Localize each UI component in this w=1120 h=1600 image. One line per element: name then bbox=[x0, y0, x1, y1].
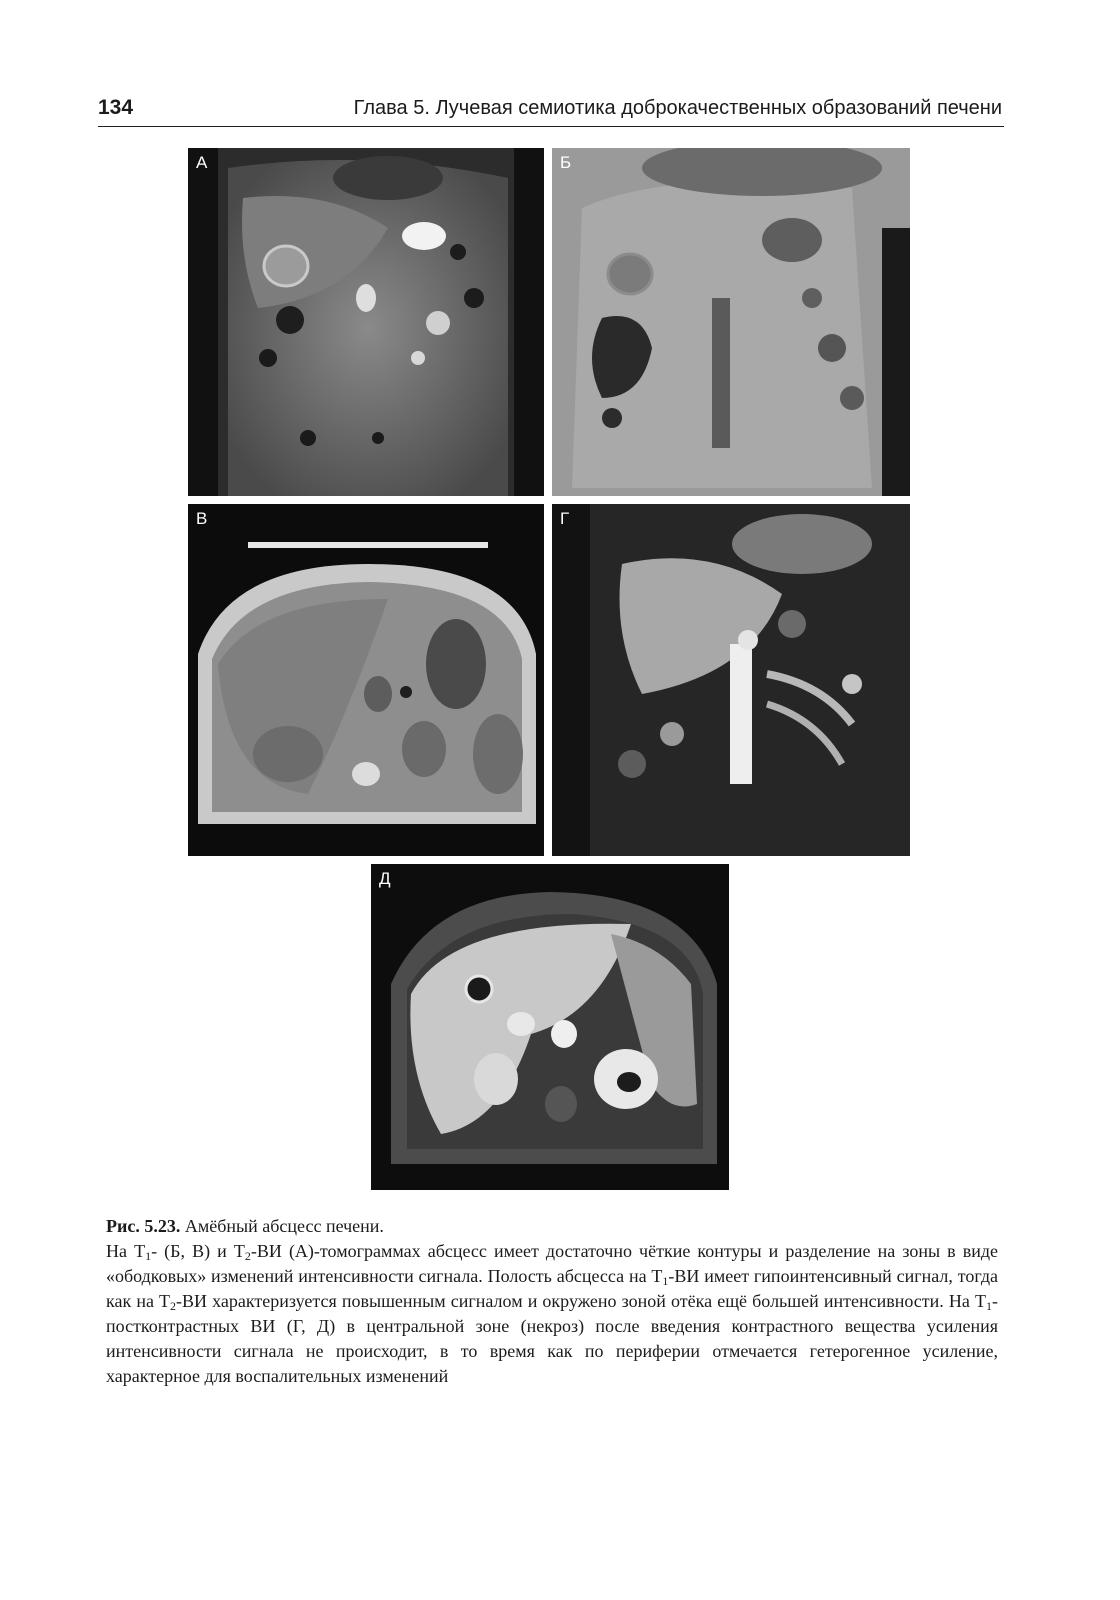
panel-letter-g: Г bbox=[560, 509, 570, 528]
mri-image-d bbox=[371, 864, 729, 1190]
mri-image-v bbox=[188, 504, 544, 856]
panel-letter-d: Д bbox=[379, 869, 391, 888]
caption-text: -ВИ (А)-томограммах абсцесс имеет достаточно чёткие контуры и разделение на зоны в виде «ободковых» изменений интенсивности сигнала. Полость абсцесса на Т bbox=[106, 1241, 999, 1286]
subscript: 1 bbox=[145, 1249, 152, 1263]
panel-letter-a: А bbox=[196, 153, 208, 172]
caption-text: - (Б, В) и Т bbox=[151, 1241, 245, 1261]
mri-panel-a bbox=[188, 148, 544, 496]
caption-title-text: Амёбный абсцесс печени. bbox=[180, 1216, 384, 1236]
mri-panel-g bbox=[552, 504, 910, 856]
subscript: 2 bbox=[170, 1299, 177, 1313]
caption-label: Рис. 5.23. bbox=[106, 1216, 181, 1236]
caption-text: -ВИ имеет гипоинтенсивный сигнал, тогда как на Т bbox=[106, 1266, 998, 1311]
caption-title bbox=[106, 1214, 998, 1239]
mri-panel-d bbox=[371, 864, 729, 1190]
panel-letter-b: Б bbox=[560, 153, 572, 172]
mri-image-b bbox=[552, 148, 910, 496]
figure-caption bbox=[106, 1214, 998, 1389]
subscript: 2 bbox=[244, 1249, 251, 1263]
mri-panel-v bbox=[188, 504, 544, 856]
mri-image-a bbox=[188, 148, 544, 496]
page-number: 134 bbox=[98, 96, 134, 119]
caption-text: -ВИ характеризуется повышенным сигналом и окружено зоной отёка ещё большей интенсивности. На Т bbox=[176, 1291, 986, 1311]
mri-panel-b bbox=[552, 148, 910, 496]
running-title: Глава 5. Лучевая семиотика доброкачественных образований печени bbox=[353, 97, 1002, 119]
page-header bbox=[98, 96, 1004, 127]
panel-letter-v: В bbox=[196, 509, 208, 528]
caption-text: -постконтрастных ВИ (Г, Д) в центральной зоне (некроз) после введения контрастного вещества усиления интенсивности сигнала не происходит, в то время как по периферии отмечается гетерогенное усиление, характерное для воспалительных изменений bbox=[106, 1291, 998, 1386]
subscript: 1 bbox=[986, 1299, 992, 1313]
subscript: 1 bbox=[662, 1274, 669, 1288]
mri-image-g bbox=[552, 504, 910, 856]
caption-body bbox=[106, 1239, 998, 1389]
caption-text: На Т bbox=[106, 1241, 146, 1261]
